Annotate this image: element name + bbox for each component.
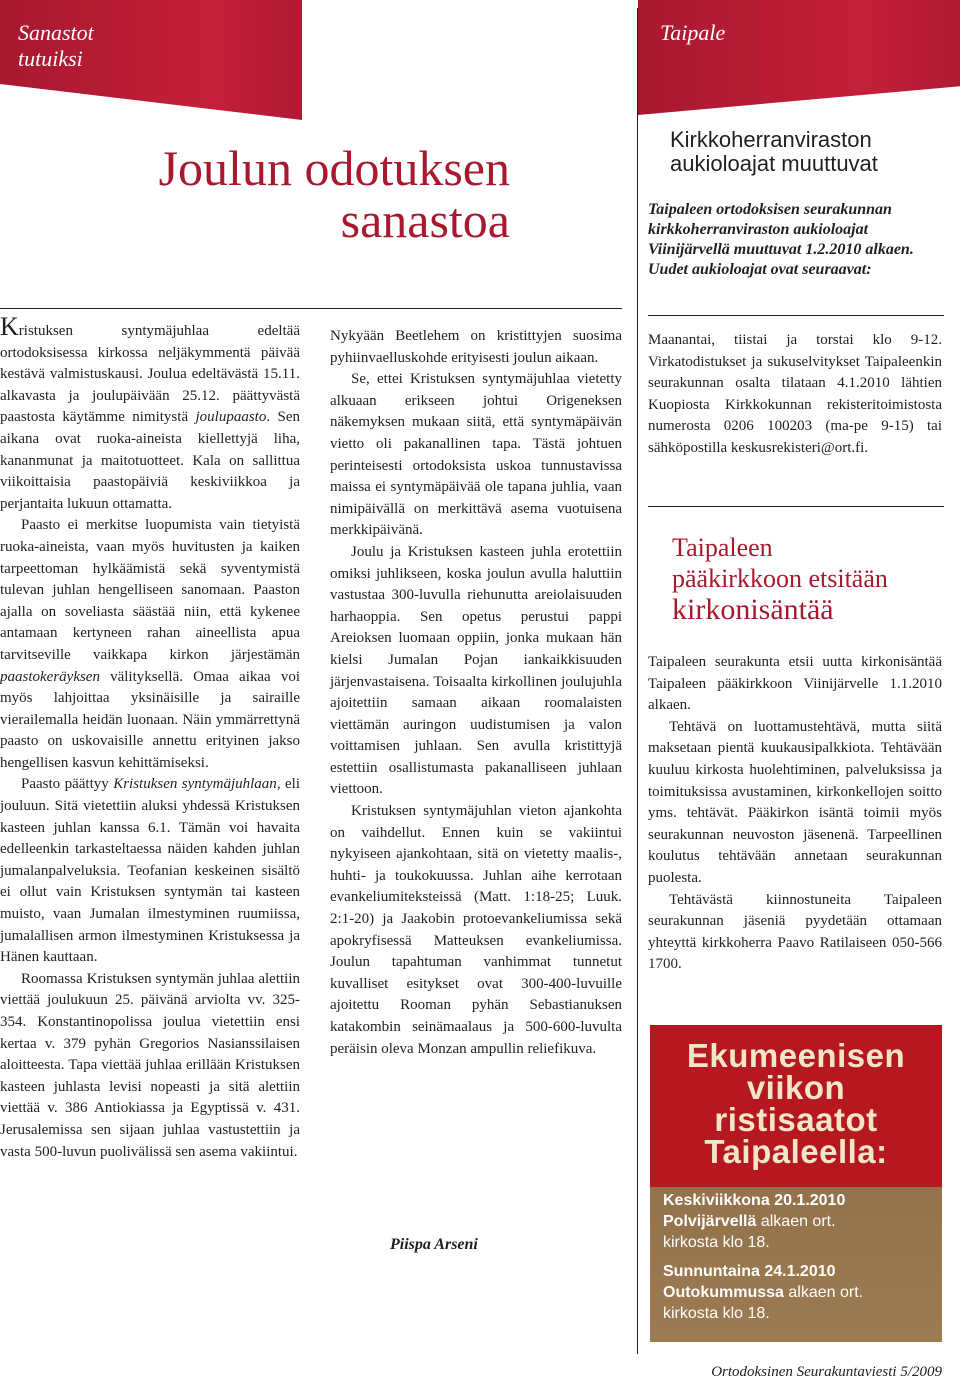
title-line: Taipaleen bbox=[672, 533, 773, 562]
event-time: kirkosta klo 18. bbox=[663, 1305, 770, 1322]
title-line: sanastoa bbox=[340, 192, 510, 248]
paragraph: Maanantai, tiistai ja torstai klo 9-12. Virkatodistukset ja sukuselvitykset Taipaleenkin seurakunnan osalta tilataan 4.1.2010 lähtien Kuopiosta Kirkkokunnan rekisteritoimistosta numerosta 0206 100203 (ma-pe 9-15) tai sähköpostilla keskusrekisteri@ort.fi. bbox=[648, 332, 942, 456]
section-banner-right bbox=[638, 0, 960, 115]
paragraph: Tehtävä on luottamustehtävä, mutta siitä maksetaan pientä kuukausipalkkiota. Tehtävään kuuluu kirkosta huolehtiminen, palveluksissa ja toimituksissa avustaminen, kirkonkellojen soitto yms. tehtävät. Pääkirkon isäntä toimii myös seurakunnan neuvoston jäsenenä. Tarpeellinen koulutus tehtävään annetaan seurakunnan puolesta. bbox=[648, 718, 942, 886]
footer-publication: Ortodoksinen Seurakuntaviesti 5/2009 bbox=[711, 1364, 942, 1380]
kicker-line: tutuiksi bbox=[18, 46, 83, 71]
paragraph: Joulu ja Kristuksen kasteen juhla erotettiin omiksi juhlikseen, koska joulun avulla haluttiin vastustaa 300-luvulla riehunutta areiolaisuuden harhaoppia. Sen opetus perustui pappi Areioksen luomaan oppiin, jonka mukaan hän kielsi Jumalan Pojan iankaikkisuuden järjenvastaisena. Toisaalta kirkollinen joulujuhla ajoitettiin samaan aikaan roomalaisten viettämän auringon uudistumisen ja valon voittamisen juhlaan. Sen avulla kristittyjä estettiin osallistumasta pakanalliseen juhlaan viettoon. bbox=[330, 543, 622, 798]
emphasis: Kristuksen syntymäjuhlaan bbox=[113, 776, 277, 793]
article-column-1 bbox=[0, 312, 300, 1163]
text-run: välityksellä. Omaa aikaa voi myös lahjoittaa yksinäisille ja sairaille vierailemalla heidän luonaan. Näin ymmärrettynä paasto on uskovaisille annettu erityinen jakso hengellisen kasvun kehittämiseksi. bbox=[0, 668, 300, 771]
divider bbox=[648, 315, 944, 316]
title-line: kirkonisäntää bbox=[672, 593, 834, 626]
title-line: aukioloajat muuttuvat bbox=[670, 151, 878, 176]
procession-title bbox=[650, 1037, 942, 1170]
event-date: Keskiviikkona 20.1.2010 bbox=[663, 1192, 846, 1209]
church-host-body bbox=[648, 652, 942, 976]
title-line: Taipaleella: bbox=[704, 1133, 888, 1170]
paragraph: Taipaleen seurakunta etsii uutta kirkonisäntää Taipaleen pääkirkkoon Viinijärvelle 1.1.2010 alkaen. bbox=[648, 654, 942, 714]
title-line: ristisaatot bbox=[714, 1101, 878, 1138]
divider bbox=[0, 308, 622, 309]
event-date: Sunnuntaina 24.1.2010 bbox=[663, 1263, 836, 1280]
event-place: Outokummussa bbox=[663, 1284, 784, 1301]
section-kicker-right: Taipale bbox=[660, 20, 726, 45]
paragraph: Se, ettei Kristuksen syntymäjuhlaa vietetty alkuaan erikseen johtui Origeneksen näkemyksen mukaan siitä, että syntymäpäivän vietto oli pakanallinen tapa. Tästä johtuen perinteisesti ortodoksista uskoa tunnustavissa maissa ei syntymäpäivää ole tapana juhlia, vaan nimipäivällä on merkittävä asema vuotuisena merkkipäivänä. bbox=[330, 371, 622, 539]
emphasis: joulupaasto bbox=[195, 409, 267, 426]
event-place: Polvijärvellä bbox=[663, 1213, 757, 1230]
emphasis: paastokeräyksen bbox=[0, 668, 100, 685]
title-line: Kirkkoherranviraston bbox=[670, 127, 872, 152]
event-2 bbox=[663, 1261, 935, 1324]
article-column-2 bbox=[330, 326, 622, 1060]
paragraph: Nykyään Beetlehem on kristittyjen suosima pyhiinvaelluskohde erityisesti joulun aikaan. bbox=[330, 328, 622, 366]
section-kicker-left bbox=[18, 20, 94, 72]
column-divider bbox=[637, 8, 638, 1354]
divider bbox=[648, 506, 944, 507]
drop-cap: K bbox=[0, 312, 19, 341]
paragraph bbox=[0, 515, 300, 774]
event-start: alkaen ort. bbox=[756, 1213, 836, 1230]
author-signature: Piispa Arseni bbox=[390, 1236, 478, 1253]
text-run: Paasto ei merkitse luopumista vain tietyistä ruoka-aineista, vaan myös huvitusten ja kaiken tarpeettoman hylkäämistä sekä syventymistä tulevan juhlan hengelliseen sanomaan. Paaston ajalla on soveliasta säästää niin, että kykenee antamaan kertyneen rahan aineellista apua tarvitseville vaikkapa kirkon järjestämän bbox=[0, 517, 300, 663]
title-line: Ekumeenisen bbox=[686, 1037, 906, 1074]
title-line: pääkirkkoon etsitään bbox=[672, 564, 888, 593]
text-run: ristuksen syntymäjuhlaa edeltää ortodoksisessa kirkossa neljäkymmentä päivää kestävä valmistuskausi. Joulua edeltävästä 15.11. alkavasta ja joulupäivään 25.12. päättyvästä paastosta käytämme nimitystä bbox=[0, 323, 300, 426]
office-hours-title bbox=[670, 128, 955, 176]
paragraph: Roomassa Kristuksen syntymän juhlaa alettiin viettää joulukuun 25. päivänä arviolta vv. 325-354. Konstantinopolissa joulua vietettiin ensi kertaa v. 379 pyhän Gregorios Nasianssilaisen aloitteesta. Tapa viettää juhlaa erillään Kristuksen kasteen juhlasta levisi nopeasti ja sitä alettiin viettää v. 386 Antiokiassa ja Egyptissä v. 431. Jerusalemissa sen sijaan juhlaa vastustettiin ja vasta 500-luvun puolivälissä sen asema vakiintui. bbox=[0, 970, 300, 1160]
church-host-title bbox=[672, 532, 942, 625]
paragraph: Tehtävästä kiinnostuneita Taipaleen seurakunnan jäseniä pyydetään ottamaan yhteyttä kirkkoherra Paavo Ratilaiseen 050-566 1700. bbox=[648, 891, 942, 973]
paragraph bbox=[0, 312, 300, 515]
article-title bbox=[120, 142, 510, 246]
title-line: Joulun odotuksen bbox=[158, 140, 510, 196]
paragraph: Kristuksen syntymäjuhlan vieton ajankohta on vaihdellut. Ennen kuin se vakiintui nykyiseen ajankohtaan, sitä on vietetty maalis-, huhti- ja toukokuussa. Juhlan aihe kerrotaan evankeliumiteksteissä (Matt. 1:18-25; Luuk. 2:1-20) ja Jaakobin protoevankeliumissa sekä apokryfisessä Matteuksen evankeliumissa. Joulun tapahtuman vanhimmat tunnetut kuvalliset esitykset ovat 300-400-luvuille ajoitettu Rooman pyhän Sebastianuksen katakombin seinämaalaus ja 500-600-luvulta peräisin oleva Monzan ampullin reliefikuva. bbox=[330, 803, 622, 1057]
text-run: Paasto päättyy bbox=[21, 776, 114, 793]
procession-events bbox=[663, 1190, 935, 1324]
text-run: , eli jouluun. Sitä vietettiin aluksi yhdessä Kristuksen kasteen juhlan kanssa 6.1. Tämän voi havaita edelleenkin tarkasteltaessa näiden kahden juhlan jumalanpalveluksia. Teofanian keskeinen sisältö ei ollut vain Kristuksen syntymän tai kasteen muisto, vaan Jumalan ilmestyminen ruumiissa, jumalallisen armon ilmestyminen Kristuksessa ja Hänen kauttaan. bbox=[0, 776, 300, 966]
title-line: viikon bbox=[746, 1069, 846, 1106]
event-start: alkaen ort. bbox=[783, 1284, 864, 1301]
paragraph bbox=[0, 774, 300, 968]
text-run: . Sen aikana ovat ruoka-aineista kiellettyjä liha, kananmunat ja maitotuotteet. Kala on sallittua viikoittaisia paastopäiviä keskiviikkoa ja perjantaita lukuun ottamatta. bbox=[0, 409, 300, 512]
office-hours-body bbox=[648, 330, 942, 460]
event-time: kirkosta klo 18. bbox=[663, 1234, 770, 1251]
event-1 bbox=[663, 1190, 935, 1253]
office-hours-lede: Taipaleen ortodoksisen seurakunnan kirkkoherranviraston aukioloajat Viinijärvellä muuttuvat 1.2.2010 alkaen. Uudet aukioloajat ovat seuraavat: bbox=[648, 201, 914, 278]
kicker-line: Sanastot bbox=[18, 20, 94, 45]
